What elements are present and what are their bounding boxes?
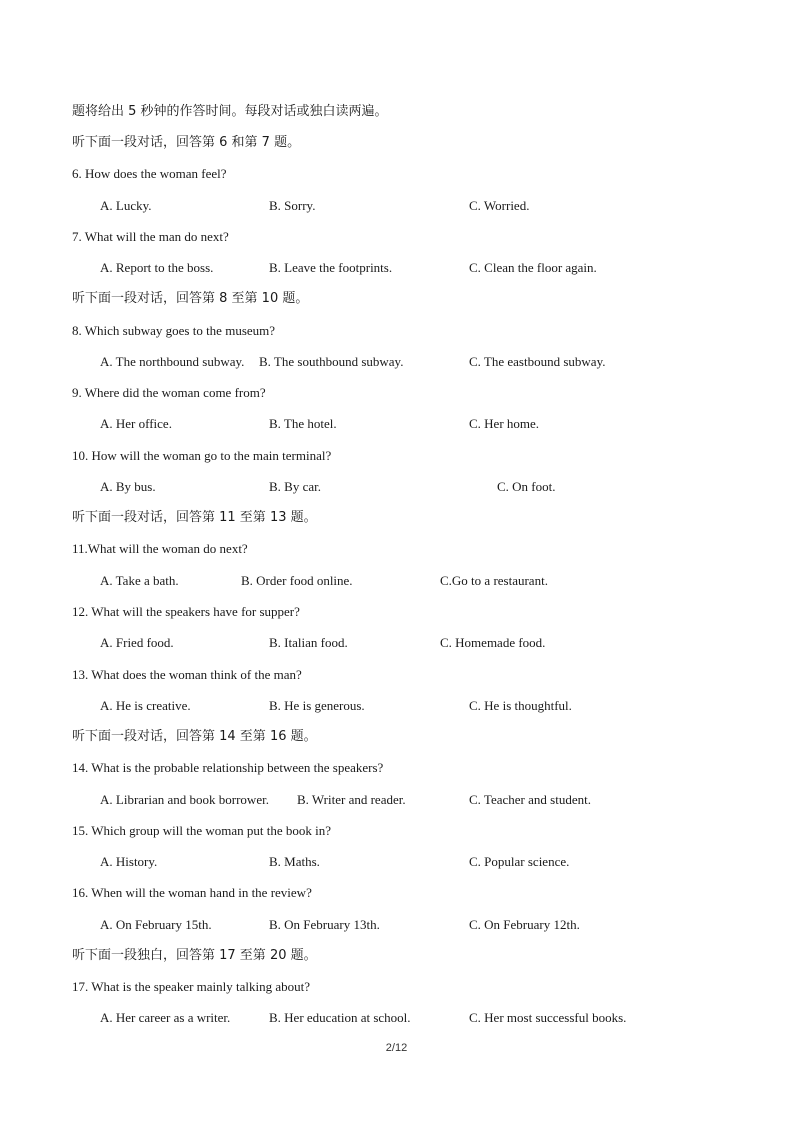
- option-b: B. Maths.: [269, 854, 320, 869]
- option-a: A. On February 15th.: [100, 917, 212, 932]
- option-b: B. Leave the footprints.: [269, 260, 393, 275]
- option-a: A. Take a bath.: [100, 573, 179, 588]
- question-text: 9. Where did the woman come from?: [72, 385, 266, 400]
- option-b: B. By car.: [269, 479, 321, 494]
- section-header: 听下面一段对话，回答第 11 至第 13 题。: [72, 510, 317, 525]
- option-a: A. Librarian and book borrower.: [100, 792, 269, 807]
- option-a: A. Report to the boss.: [100, 260, 214, 275]
- option-a: A. He is creative.: [100, 698, 191, 713]
- question-text: 14. What is the probable relationship between the speakers?: [72, 760, 384, 775]
- question-text: 13. What does the woman think of the man?: [72, 667, 302, 682]
- option-b: B. Italian food.: [269, 635, 348, 650]
- option-c: C.Go to a restaurant.: [440, 573, 548, 588]
- option-a: A. Her office.: [100, 416, 172, 431]
- option-b: B. Order food online.: [241, 573, 353, 588]
- page-number: 2/12: [385, 1042, 408, 1054]
- option-c: C. Homemade food.: [440, 635, 546, 650]
- section-header: 听下面一段对话，回答第 14 至第 16 题。: [72, 729, 317, 744]
- option-c: C. On foot.: [497, 479, 556, 494]
- option-c: C. Popular science.: [469, 854, 570, 869]
- question-text: 11.What will the woman do next?: [72, 541, 248, 556]
- option-a: A. By bus.: [100, 479, 156, 494]
- option-a: A. History.: [100, 854, 158, 869]
- section-header: 听下面一段对话，回答第 8 至第 10 题。: [72, 291, 309, 306]
- option-a: A. Fried food.: [100, 635, 174, 650]
- option-c: C. Worried.: [469, 198, 530, 213]
- option-b: B. The southbound subway.: [259, 354, 404, 369]
- option-c: C. On February 12th.: [469, 917, 580, 932]
- option-c: C. The eastbound subway.: [469, 354, 606, 369]
- option-c: C. Teacher and student.: [469, 792, 591, 807]
- option-c: C. Her home.: [469, 416, 540, 431]
- question-text: 10. How will the woman go to the main terminal?: [72, 448, 332, 463]
- question-text: 7. What will the man do next?: [72, 229, 229, 244]
- option-c: C. Clean the floor again.: [469, 260, 597, 275]
- option-b: B. He is generous.: [269, 698, 365, 713]
- instruction-text: 题将给出 5 秒钟的作答时间。每段对话或独白读两遍。: [72, 104, 388, 119]
- question-text: 6. How does the woman feel?: [72, 166, 227, 181]
- option-a: A. The northbound subway.: [100, 354, 245, 369]
- option-b: B. Writer and reader.: [297, 792, 406, 807]
- option-b: B. Sorry.: [269, 198, 316, 213]
- question-text: 16. When will the woman hand in the review?: [72, 885, 312, 900]
- option-b: B. The hotel.: [269, 416, 337, 431]
- option-a: A. Her career as a writer.: [100, 1010, 231, 1025]
- question-text: 17. What is the speaker mainly talking about?: [72, 979, 311, 994]
- section-header: 听下面一段独白，回答第 17 至第 20 题。: [72, 948, 317, 963]
- option-c: C. Her most successful books.: [469, 1010, 627, 1025]
- section-header: 听下面一段对话，回答第 6 和第 7 题。: [72, 135, 301, 150]
- question-text: 15. Which group will the woman put the book in?: [72, 823, 331, 838]
- question-text: 8. Which subway goes to the museum?: [72, 323, 276, 338]
- question-text: 12. What will the speakers have for supper?: [72, 604, 300, 619]
- option-b: B. On February 13th.: [269, 917, 380, 932]
- option-c: C. He is thoughtful.: [469, 698, 572, 713]
- option-b: B. Her education at school.: [269, 1010, 411, 1025]
- option-a: A. Lucky.: [100, 198, 152, 213]
